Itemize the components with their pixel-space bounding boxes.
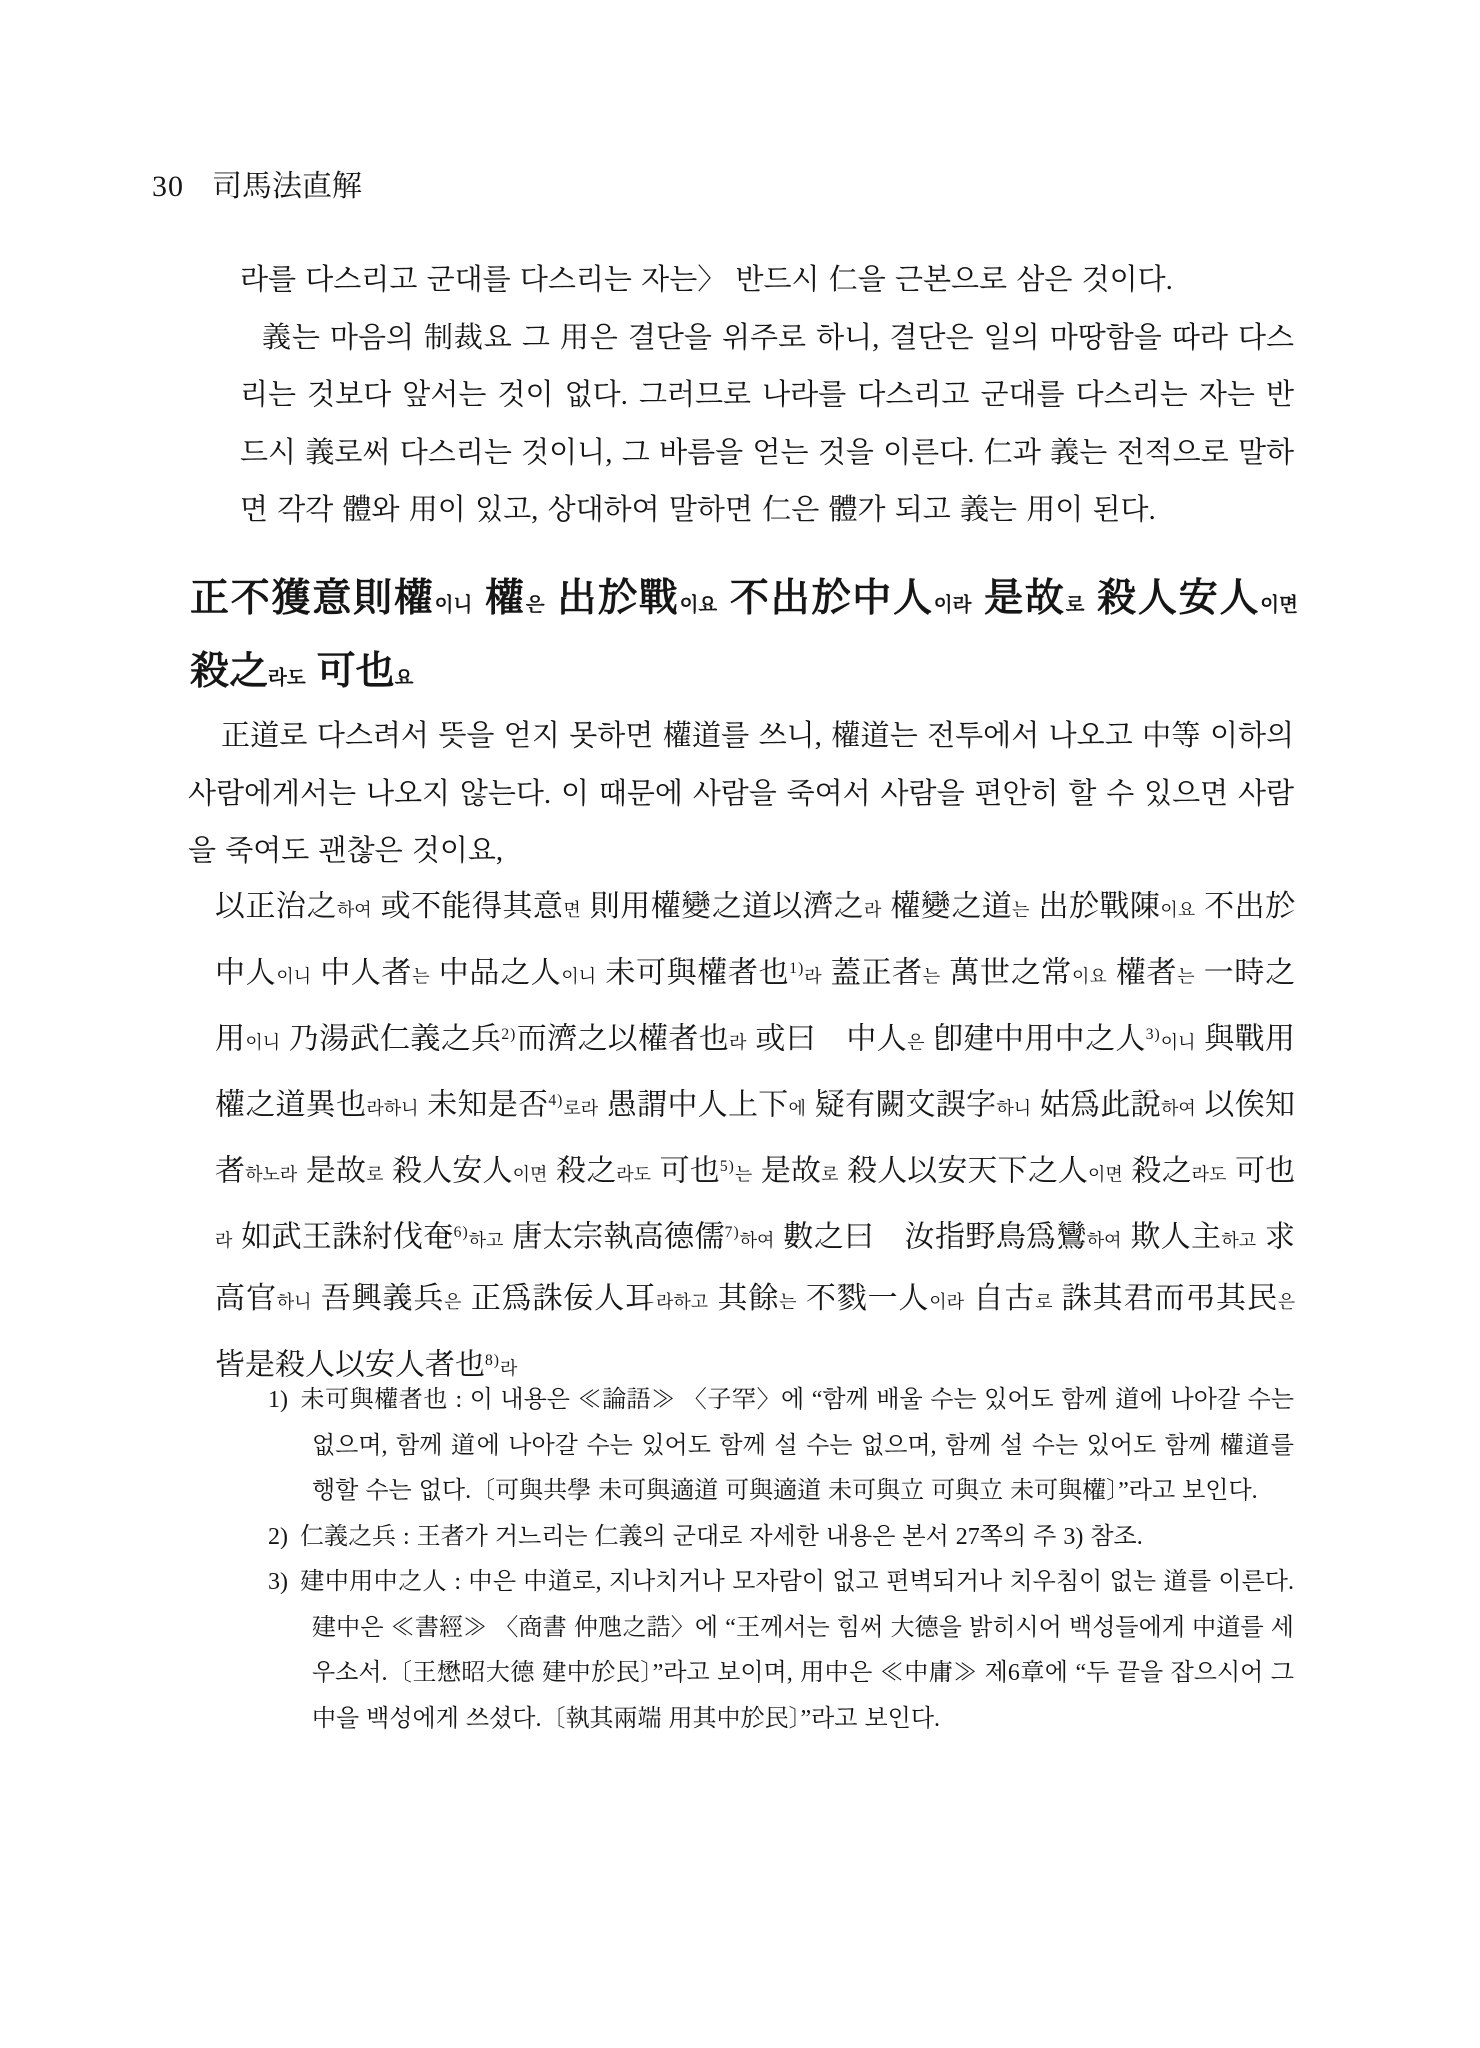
commentary-block: 以正治之하여 或不能得其意면 則用權變之道以濟之라 權變之道는 出於戰陳이요 不出於中人이니 中人者는 中品之人이니 未可與權者也$^{1)}$라 蓋正者는 萬世之常이요 權者는 一時之用이니 乃湯武仁義之兵$^{2)}$而濟之以權者也라 或曰 中人은 卽建中用中之人$^{3)}$이니 與戰用權之道異也라하니 未知是否$^{4)}$로라 愚謂中人上下에 疑有闕文誤字하니 姑爲此說하여 以俟知者하노라 是故로 殺人安人이면 殺之라도 可也$^{5)}$는 是故로 殺人以安天下之人이면 殺之라도 可也라 如武王誅紂伐奄$^{6)}$하고 唐太宗執高德儒$^{7)}$하여 數之曰 汝指野鳥爲鸞하여 欺人主하고 求高官하니 吾興義兵은 正爲誅佞人耳라하고 其餘는 不戮一人이라 自古로 誅其君而弔其民은 皆是殺人以安人者也$^{8)}$라 [215,890,1296,1382]
footnote-text: 未可與權者也 : 이 내용은 ≪論語≫ 〈子罕〉에 “함께 배울 수는 있어도 함께 道에 나아갈 수는 없으며, 함께 道에 나아갈 수는 있어도 함께 설 수는 없으며, 함께 설 수는 있어도 함께 權道를 행할 수는 없다.〔可與共學 未可與適道 可與適道 未可與立 可與立 未可與權〕”라고 보인다. [300,1387,1294,1504]
paragraph: 義는 마음의 制裁요 그 用은 결단을 위주로 하니, 결단은 일의 마땅함을 따라 다스리는 것보다 앞서는 것이 없다. 그러므로 나라를 다스리고 군대를 다스리는 자는 반드시 義로써 다스리는 것이니, 그 바름을 얻는 것을 이른다. 仁과 義는 전적으로 말하면 각각 體와 用이 있고, 상대하여 말하면 仁은 體가 되고 義는 用이 된다. [240,321,1294,526]
footnotes [268,1378,1294,1742]
page-number: 30 [152,170,184,203]
footnote-item [268,1378,1294,1515]
classical-text-heading: 正不獲意則權이니 權은 出於戰이요 不出於中人이라 是故로 殺人安人이면 殺之라도 可也요 [190,577,1298,693]
page-header [152,170,362,204]
footnote-text: 建中用中之人 : 中은 中道로, 지나치거나 모자람이 없고 편벽되거나 치우침이 없는 道를 이른다. 建中은 ≪書經≫ 〈商書 仲虺之誥〉에 “王께서는 힘써 大德을 밝히시어 백성들에게 中道를 세우소서.〔王懋昭大德 建中於民〕”라고 보이며, 用中은 ≪中庸≫ 제6章에 “두 끝을 잡으시어 그 中을 백성에게 쓰셨다.〔執其兩端 用其中於民〕”라고 보인다. [300,1569,1294,1732]
translation-continuation [240,252,1294,540]
footnote-number: 2) [268,1523,288,1550]
footnote-number: 1) [268,1387,288,1413]
translation-paragraph: 正道로 다스려서 뜻을 얻지 못하면 權道를 쓰니, 權道는 전투에서 나오고 中等 이하의 사람에게서는 나오지 않는다. 이 때문에 사람을 죽여서 사람을 편안히 할 수 있으면 사람을 죽여도 괜찮은 것이요, [188,720,1294,867]
book-title: 司馬法直解 [212,170,362,203]
footnote-number: 3) [268,1569,288,1595]
footnote-text: 仁義之兵 : 王者가 거느리는 仁義의 군대로 자세한 내용은 본서 27쪽의 주 3) 참조. [300,1523,1143,1550]
paragraph-continuation-line: 라를 다스리고 군대를 다스리는 자는〉 반드시 仁을 근본으로 삼은 것이다. [240,264,1173,296]
footnote-item [268,1515,1294,1561]
footnote-item [268,1560,1294,1742]
